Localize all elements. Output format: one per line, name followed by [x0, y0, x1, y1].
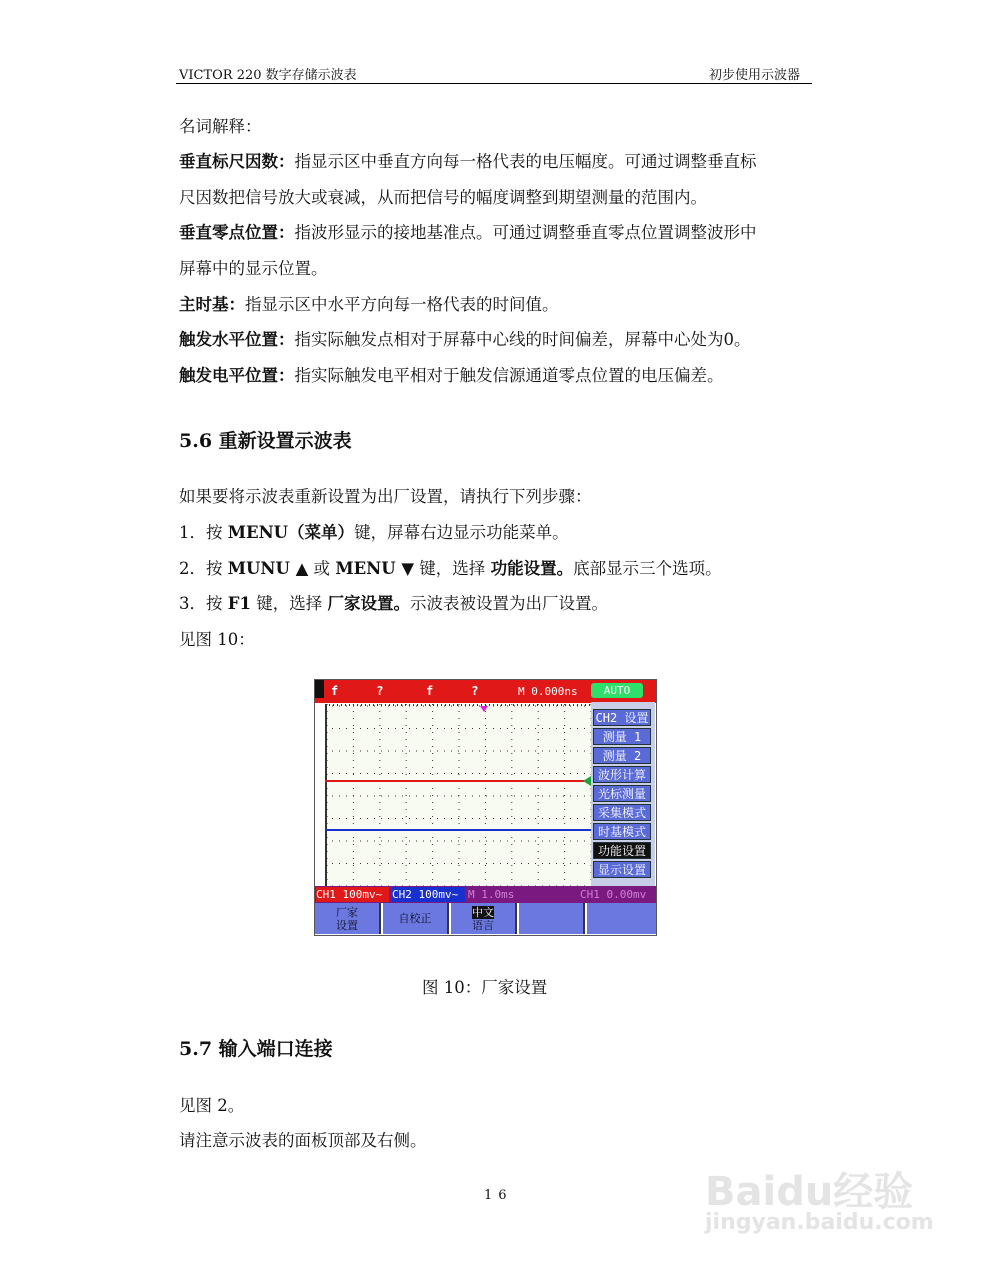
section-heading-5-7: 5.7 输入端口连接 — [179, 1038, 333, 1060]
body-line: 请注意示波表的面板顶部及右侧。 — [179, 1131, 427, 1150]
menu-item[interactable]: 功能设置 — [593, 842, 651, 859]
ch1-freq-box: f ? — [327, 681, 419, 702]
section-heading-5-6: 5.6 重新设置示波表 — [179, 430, 352, 452]
glossary-line — [179, 152, 757, 172]
term: 触发电平位置： — [179, 366, 295, 385]
menu-item[interactable]: 测量 1 — [593, 728, 651, 745]
step-text: 3．按 — [179, 594, 228, 613]
softkey-empty[interactable] — [587, 903, 656, 934]
definition: 指实际触发电平相对于触发信源通道零点位置的电压偏差。 — [294, 366, 724, 385]
step-text: 示波表被设置为出厂设置。 — [409, 594, 608, 613]
step-key: MENU ▼ — [335, 559, 415, 578]
figure-caption: 图 10：厂家设置 — [422, 978, 548, 997]
glossary-line: 尺因数把信号放大或衰减，从而把信号的幅度调整到期望测量的范围内。 — [179, 188, 707, 207]
menu-item[interactable]: 波形计算 — [593, 766, 651, 783]
softkey-empty[interactable] — [519, 903, 585, 934]
menu-item[interactable]: 采集模式 — [593, 804, 651, 821]
battery-icon — [315, 680, 324, 698]
see-figure: 见图 10： — [179, 630, 255, 649]
step-3 — [179, 594, 608, 614]
softkey-language[interactable]: 中文 语言 — [451, 903, 517, 934]
term: 触发水平位置： — [179, 330, 295, 349]
timebase: M 1.0ms — [468, 888, 515, 901]
waveform-grid — [325, 704, 591, 886]
menu-item[interactable]: 时基模式 — [593, 823, 651, 840]
header-right: 初步使用示波器 — [709, 68, 801, 83]
page-number: 16 — [484, 1188, 513, 1203]
section-intro: 如果要将示波表重新设置为出厂设置，请执行下列步骤： — [179, 487, 592, 506]
definition: 指显示区中水平方向每一格代表的时间值。 — [245, 295, 559, 314]
oscilloscope-screenshot — [314, 679, 657, 936]
menu-item[interactable]: CH2 设置 — [593, 709, 651, 726]
step-1 — [179, 523, 569, 543]
glossary-title: 名词解释： — [179, 117, 262, 136]
glossary-line — [179, 295, 559, 315]
menu-item[interactable]: 显示设置 — [593, 861, 651, 878]
watermark-logo: Baidu经验 — [705, 1169, 914, 1215]
glossary-line — [179, 330, 751, 350]
body-line: 见图 2。 — [179, 1096, 245, 1115]
auto-badge: AUTO — [591, 683, 643, 698]
step-key: 厂家设置。 — [327, 594, 410, 613]
definition: 指实际触发点相对于屏幕中心线的时间偏差，屏幕中心处为0。 — [294, 330, 751, 349]
menu-item[interactable]: 测量 2 — [593, 747, 651, 764]
step-key: MUNU ▲ — [227, 559, 309, 578]
step-text: 键，选择 — [414, 559, 491, 578]
step-text: 键，屏幕右边显示功能菜单。 — [354, 523, 569, 542]
step-text: 或 — [308, 559, 336, 578]
softkey-factory-settings[interactable]: 厂家 设置 — [315, 903, 381, 934]
glossary-line — [179, 366, 724, 386]
step-key: 功能设置。 — [490, 559, 574, 578]
step-key: MENU（菜单） — [227, 523, 355, 542]
header-rule — [176, 83, 812, 84]
menu-item[interactable]: 光标测量 — [593, 785, 651, 802]
step-text: 1．按 — [179, 523, 228, 542]
glossary-line: 屏幕中的显示位置。 — [179, 259, 328, 278]
softkey-self-calibrate[interactable]: 自校正 — [383, 903, 449, 934]
ch2-scale: CH2 100mv~ — [392, 887, 465, 902]
term: 主时基： — [179, 295, 245, 314]
trigger-time: M 0.000ns — [518, 685, 578, 698]
step-text: 键，选择 — [250, 594, 328, 613]
step-key: F1 — [227, 594, 251, 613]
ch2-freq-box: f ? — [422, 681, 514, 702]
term: 垂直零点位置： — [179, 223, 295, 242]
header-left: VICTOR 220 数字存储示波表 — [179, 68, 357, 83]
step-2 — [179, 559, 722, 579]
step-text: 底部显示三个选项。 — [573, 559, 722, 578]
definition: 指显示区中垂直方向每一格代表的电压幅度。可通过调整垂直标 — [294, 152, 757, 171]
step-text: 2．按 — [179, 559, 228, 578]
term: 垂直标尺因数： — [179, 152, 295, 171]
trigger-level: CH1 0.00mv — [580, 888, 647, 901]
watermark-url: jingyan.baidu.com — [705, 1210, 934, 1235]
glossary-line — [179, 223, 757, 243]
ch1-scale: CH1 100mv~ — [316, 887, 389, 902]
definition: 指波形显示的接地基准点。可通过调整垂直零点位置调整波形中 — [294, 223, 757, 242]
